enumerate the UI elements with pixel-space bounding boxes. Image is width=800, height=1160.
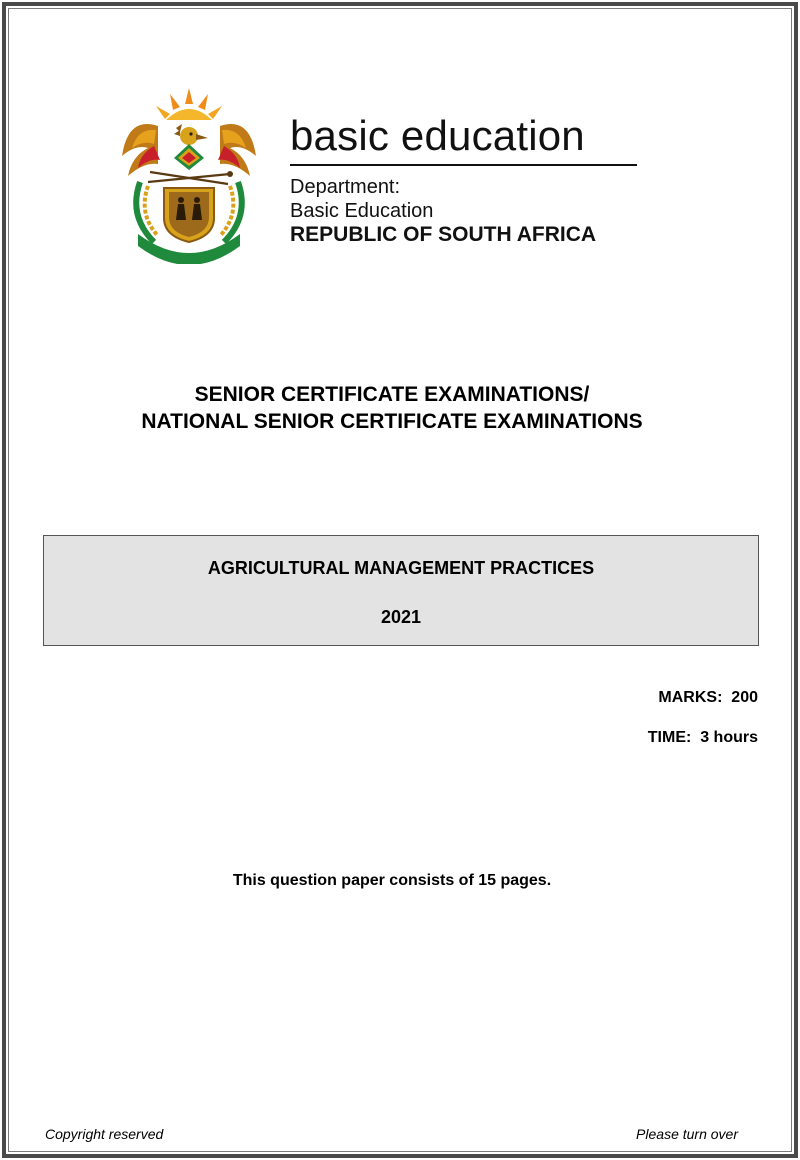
exam-title-line-1: SENIOR CERTIFICATE EXAMINATIONS/: [194, 383, 590, 406]
exam-title-line-2: NATIONAL SENIOR CERTIFICATE EXAMINATIONS: [141, 410, 643, 433]
marks-label: MARKS: 200: [658, 689, 758, 706]
turn-over-footer: Please turn over: [636, 1126, 738, 1142]
subject-name: AGRICULTURAL MANAGEMENT PRACTICES: [207, 558, 595, 578]
protea-icon: [174, 144, 204, 170]
exam-title: [0, 381, 784, 435]
coat-of-arms-icon: [118, 86, 260, 264]
page-count-note: This question paper consists of 15 pages.: [232, 872, 552, 889]
spear-icon: [148, 171, 233, 184]
shield-icon: [164, 188, 214, 242]
brand-underline: [290, 164, 637, 166]
brand-name: basic education: [290, 112, 585, 159]
time-label: TIME: 3 hours: [647, 729, 758, 746]
country-name: REPUBLIC OF SOUTH AFRICA: [290, 223, 597, 246]
sun-icon: [156, 88, 222, 120]
department-branding: [290, 112, 640, 247]
bird-icon: [174, 124, 208, 145]
subject-box: [43, 535, 759, 646]
subject-year: 2021: [380, 607, 422, 627]
department-label: Department:: [290, 176, 401, 198]
department-name: Basic Education: [290, 200, 434, 222]
copyright-footer: Copyright reserved: [45, 1126, 164, 1142]
